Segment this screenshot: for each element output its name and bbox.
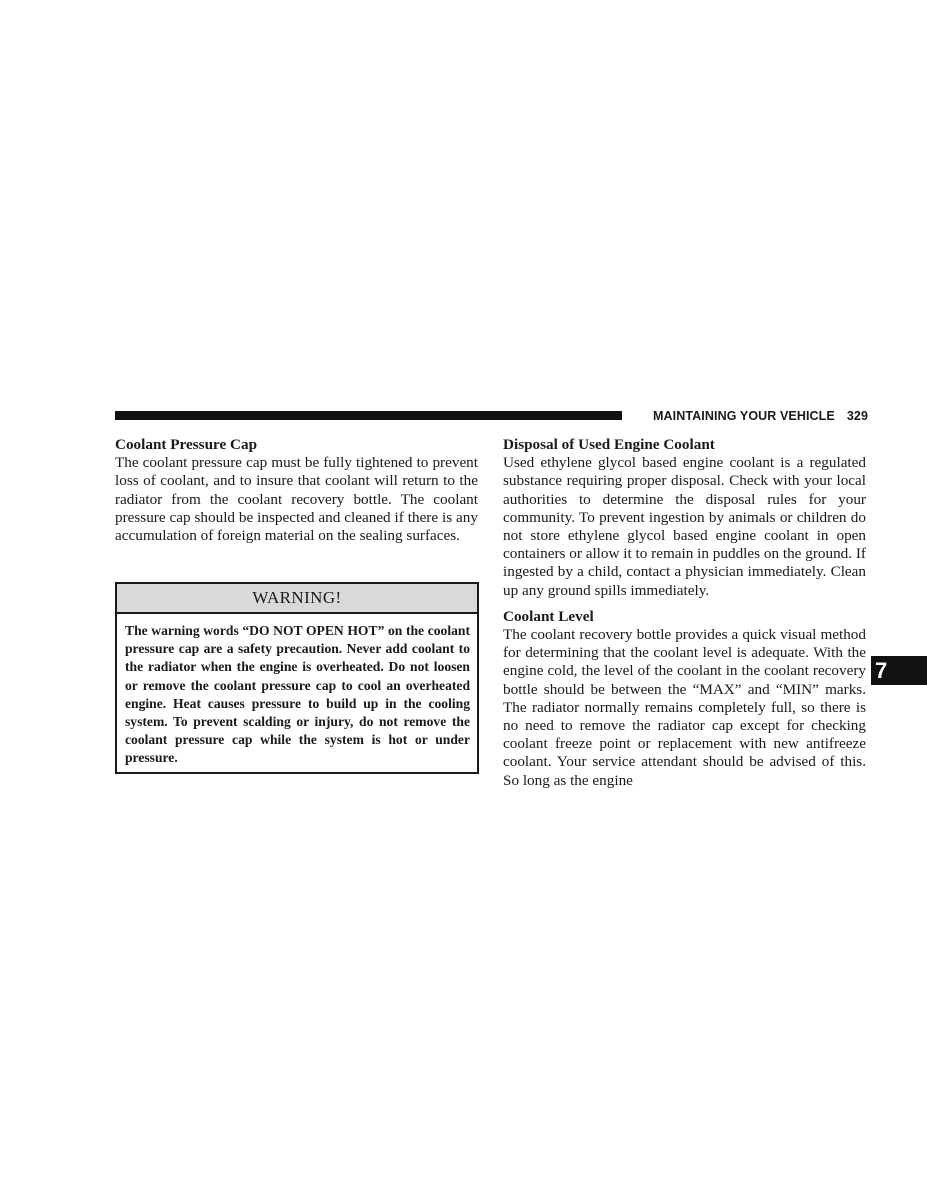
running-header: [632, 408, 868, 424]
disposal-body: Used ethylene glycol based engine coolant is a regulated substance requiring proper disposal. Check with your local authorities to determine the disposal rules for your community. To prevent ingestion by animals or children do not store ethylene glycol based engine coolant in open containers or allow it to remain in puddles on the ground. If ingested by a child, contact a physician immediately. Clean up any ground spills immediately.: [503, 454, 866, 599]
coolant-level-body: The coolant recovery bottle provides a quick visual method for determining that the coolant level is adequate. With the engine cold, the level of the coolant in the coolant recovery bottle should be between the “MAX” and “MIN” marks. The radiator normally remains completely full, so there is no need to remove the radiator cap except for checking coolant freeze point or replacement with new antifreeze coolant. Your service attendant should be advised of this. So long as the engine: [503, 626, 866, 789]
section-title: MAINTAINING YOUR VEHICLE: [653, 409, 835, 423]
coolant-pressure-cap-body: The coolant pressure cap must be fully tightened to prevent loss of coolant, and to insure that coolant will return to the radiator from the coolant recovery bottle. The coolant pressure cap should be inspected and cleaned if there is any accumulation of foreign material on the sealing surfaces.: [115, 454, 478, 545]
right-column: [503, 436, 866, 790]
section-spacer: [503, 600, 866, 608]
coolant-pressure-cap-heading: Coolant Pressure Cap: [115, 436, 258, 453]
warning-box: [115, 582, 479, 774]
warning-body: The warning words “DO NOT OPEN HOT” on the coolant pressure cap are a safety precaution. Never add coolant to the radiator when the engine is overheated. Do not loosen or remove the coolant pressure cap to cool an overheated engine. Heat causes pressure to build up in the cooling system. To prevent scalding or injury, do not remove the coolant pressure cap while the system is hot or under pressure.: [125, 623, 470, 766]
coolant-level-heading: Coolant Level: [503, 607, 594, 625]
header-rule: [115, 411, 622, 420]
warning-title: WARNING!: [117, 584, 477, 614]
disposal-heading: Disposal of Used Engine Coolant: [503, 436, 715, 453]
chapter-tab: 7: [871, 656, 927, 685]
page-number: 329: [846, 409, 868, 423]
left-column: [115, 436, 478, 545]
